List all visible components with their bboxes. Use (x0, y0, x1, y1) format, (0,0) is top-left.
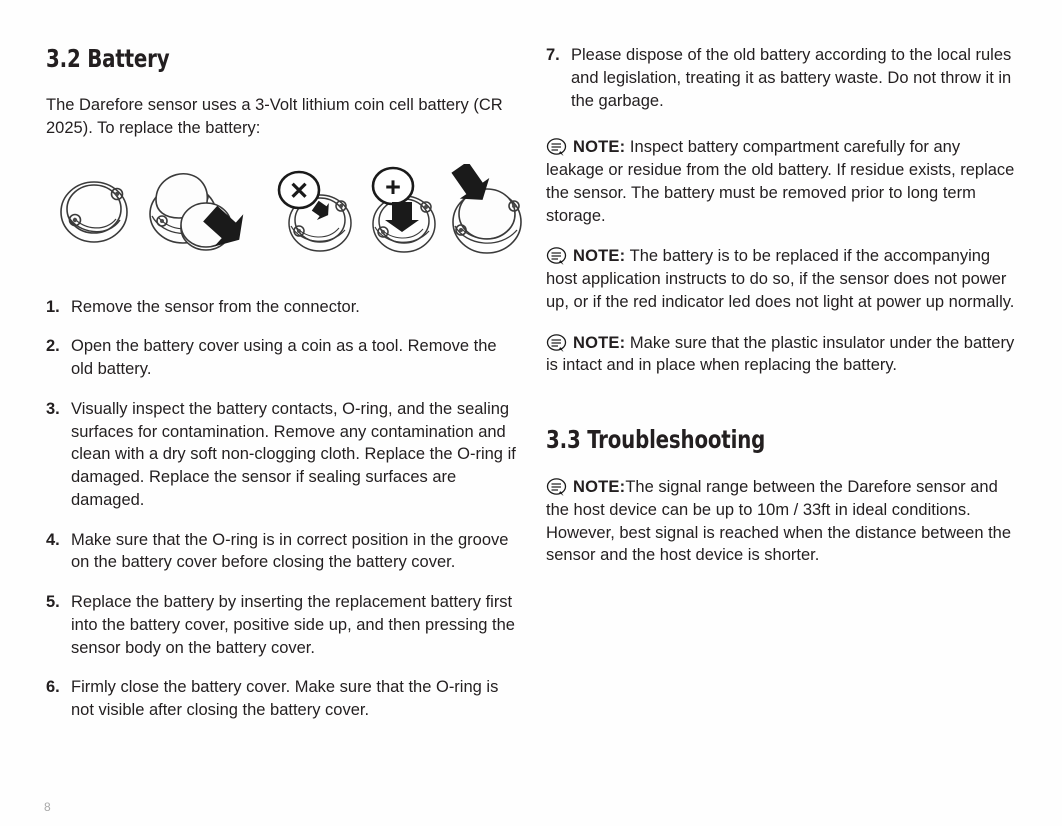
note-speech-bubble-icon (546, 334, 568, 353)
battery-intro-paragraph: The Darefore sensor uses a 3-Volt lithium coin cell battery (CR 2025). To replace the battery: (46, 96, 503, 137)
step-text: Please dispose of the old battery according to the local rules and legislation, treating it as battery waste. Do not throw it in the garbage. (571, 46, 1012, 110)
note-label: NOTE: (573, 138, 626, 157)
illustration-sensor-cover-removed (143, 166, 253, 258)
illustration-cover-pressed-closed (442, 164, 532, 260)
step-number: 4. (46, 530, 60, 549)
step-number: 7. (546, 46, 560, 64)
step-text: Remove the sensor from the connector. (71, 297, 360, 316)
note-text: The battery is to be replaced if the accompanying host application instructs to do so, if the sensor does not power up, or if the red indicator led does not light at power up normally. (546, 247, 1015, 311)
list-item (546, 44, 1016, 112)
note-label: NOTE: (573, 333, 626, 352)
list-item (46, 676, 516, 722)
step-number: 2. (46, 337, 60, 356)
battery-steps-list (46, 296, 516, 722)
step-number: 5. (46, 593, 60, 612)
svg-text:✕: ✕ (288, 177, 310, 205)
step-text: Make sure that the O-ring is in correct position in the groove on the battery cover before closing the battery cover. (71, 530, 509, 572)
page-title-troubleshooting: 3.3 Troubleshooting (546, 425, 766, 455)
step-text: Open the battery cover using a coin as a tool. Remove the old battery. (71, 337, 497, 379)
illustration-sensor-closed (54, 172, 134, 248)
note-text: The signal range between the Darefore sensor and the host device can be up to 10m / 33ft in ideal conditions. However, best signal is reached when the distance between the sensor and the host device is shorter. (546, 478, 1012, 565)
step-text: Replace the battery by inserting the replacement battery first into the battery cover, positive side up, and then pressing the sensor body on the battery cover. (71, 593, 515, 657)
svg-text:+: + (385, 171, 401, 202)
note-label: NOTE: (573, 247, 626, 266)
battery-steps-list-continued (546, 44, 1016, 112)
note-block (546, 136, 1016, 227)
list-item (46, 398, 516, 512)
list-item (46, 591, 516, 659)
note-text: Inspect battery compartment carefully for any leakage or residue from the old battery. If residue exists, replace the sensor. The battery must be removed prior to long term storage. (546, 138, 1015, 225)
battery-replacement-illustrations (46, 164, 516, 264)
step-number: 1. (46, 297, 60, 316)
note-speech-bubble-icon (546, 138, 568, 157)
illustration-battery-correct-orientation (360, 166, 448, 258)
note-speech-bubble-icon (546, 247, 568, 266)
page-title-battery: 3.2 Battery (46, 44, 170, 73)
illustration-battery-wrong-orientation (272, 168, 360, 258)
list-item (46, 529, 516, 575)
step-text: Firmly close the battery cover. Make sure that the O-ring is not visible after closing the battery cover. (71, 678, 499, 720)
step-text: Visually inspect the battery contacts, O-ring, and the sealing surfaces for contamination. Remove any contamination and clean with a dry soft non-clogging cloth. Replace the O-ring if damaged. Replace the sensor if sealing surfaces are damaged. (71, 399, 516, 509)
list-item (46, 335, 516, 381)
page-number: 8 (44, 800, 51, 814)
note-speech-bubble-icon (546, 478, 568, 497)
step-number: 6. (46, 678, 60, 697)
note-text: Make sure that the plastic insulator under the battery is intact and in place when replacing the battery. (546, 333, 1015, 375)
left-column (46, 44, 516, 722)
step-number: 3. (46, 399, 60, 418)
note-block (546, 332, 1016, 378)
note-label: NOTE: (573, 478, 626, 497)
note-block (546, 245, 1016, 313)
right-column (546, 44, 1016, 585)
note-block-troubleshooting (546, 476, 1016, 567)
list-item (46, 296, 516, 319)
